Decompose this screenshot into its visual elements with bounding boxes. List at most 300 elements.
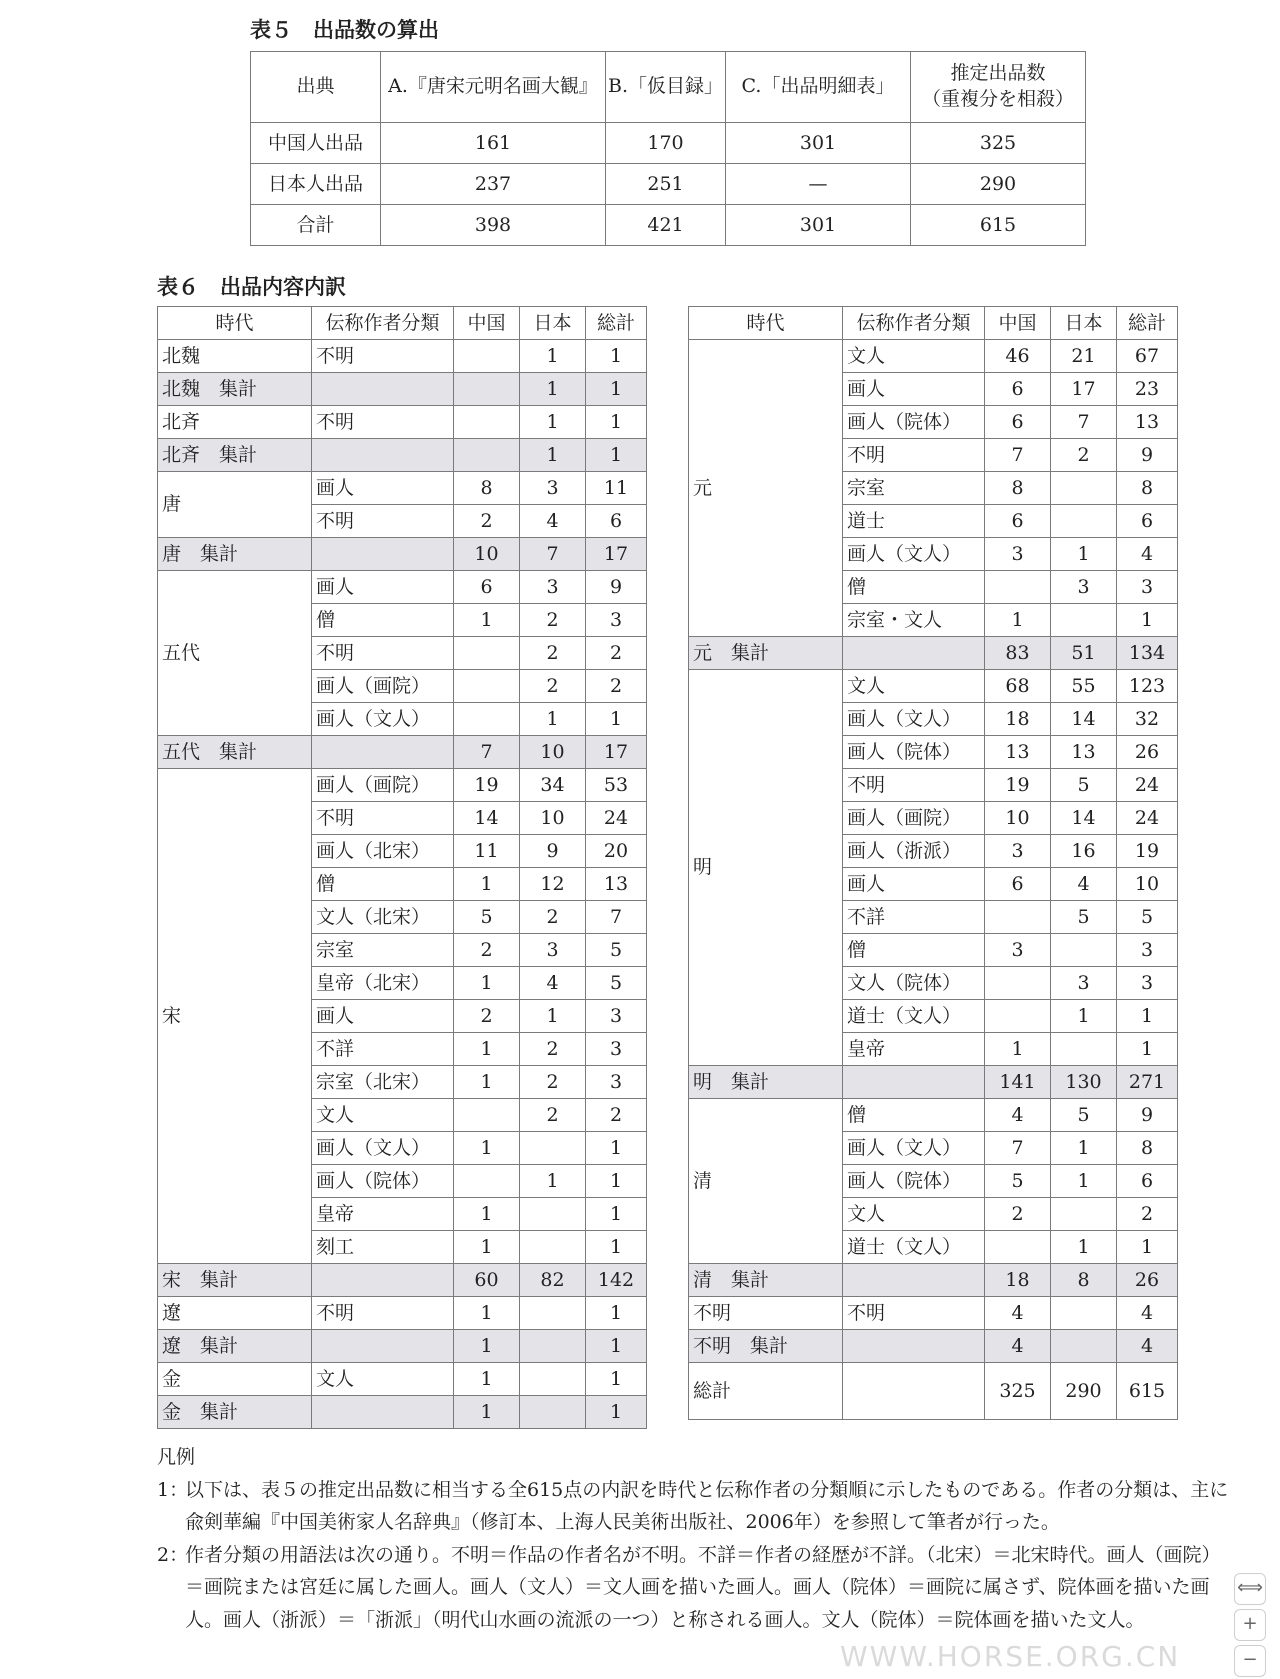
subtotal-label: 五代 集計 [158, 736, 312, 769]
subtotal-label: 不明 集計 [689, 1330, 843, 1363]
subtotal-cell: 10 [454, 538, 520, 571]
subtotal-cell: 60 [454, 1264, 520, 1297]
legend-heading: 凡例 [157, 1446, 196, 1468]
author-category-cell: 画人（文人） [843, 538, 985, 571]
count-cell [1051, 472, 1117, 505]
count-cell: 7 [985, 439, 1051, 472]
count-cell: 3 [985, 538, 1051, 571]
count-cell: 5 [586, 967, 647, 1000]
table6-header-cell: 中国 [454, 307, 520, 340]
author-category-cell: 不詳 [843, 901, 985, 934]
table6-subtotal-row [158, 1330, 647, 1363]
subtotal-blank [843, 637, 985, 670]
count-cell: 6 [586, 505, 647, 538]
table6-subtotal-row [158, 373, 647, 406]
subtotal-label: 唐 集計 [158, 538, 312, 571]
author-category-cell: 画人 [312, 1000, 454, 1033]
count-cell: 1 [586, 406, 647, 439]
author-category-cell: 不明 [843, 769, 985, 802]
table5-cell: 合計 [251, 205, 381, 246]
subtotal-label: 北魏 集計 [158, 373, 312, 406]
author-category-cell: 画人 [312, 472, 454, 505]
count-cell: 14 [454, 802, 520, 835]
count-cell: 18 [985, 703, 1051, 736]
count-cell: 1 [520, 1000, 586, 1033]
table6-header-cell: 日本 [520, 307, 586, 340]
table5-row [251, 205, 1086, 246]
count-cell: 3 [520, 934, 586, 967]
count-cell: 14 [1051, 802, 1117, 835]
subtotal-cell: 1 [520, 439, 586, 472]
count-cell [520, 1231, 586, 1264]
subtotal-cell: 1 [586, 439, 647, 472]
subtotal-cell: 142 [586, 1264, 647, 1297]
count-cell: 9 [1117, 439, 1178, 472]
count-cell: 1 [454, 1033, 520, 1066]
table5-header-cell: C.「出品明細表」 [726, 52, 911, 123]
count-cell: 26 [1117, 736, 1178, 769]
count-cell: 53 [586, 769, 647, 802]
table6-row [689, 340, 1178, 373]
count-cell: 19 [454, 769, 520, 802]
count-cell: 3 [1117, 934, 1178, 967]
count-cell: 5 [1051, 1099, 1117, 1132]
zoom-out-button[interactable]: − [1234, 1645, 1266, 1677]
author-category-cell: 道士 [843, 505, 985, 538]
count-cell: 4 [985, 1099, 1051, 1132]
era-cell: 五代 [158, 571, 312, 736]
count-cell [1051, 1297, 1117, 1330]
table6-subtotal-row [158, 538, 647, 571]
count-cell: 6 [454, 571, 520, 604]
subtotal-cell: 51 [1051, 637, 1117, 670]
era-cell: 北斉 [158, 406, 312, 439]
count-cell: 10 [520, 802, 586, 835]
count-cell [454, 1099, 520, 1132]
count-cell: 5 [1051, 769, 1117, 802]
count-cell [520, 1363, 586, 1396]
count-cell: 16 [1051, 835, 1117, 868]
table6-header-row [689, 307, 1178, 340]
count-cell: 8 [454, 472, 520, 505]
author-category-cell: 画人（院体） [843, 1165, 985, 1198]
count-cell: 20 [586, 835, 647, 868]
count-cell: 9 [520, 835, 586, 868]
table6-row [158, 769, 647, 802]
author-category-cell: 画人（院体） [843, 736, 985, 769]
count-cell: 6 [1117, 505, 1178, 538]
count-cell: 1 [454, 1198, 520, 1231]
count-cell: 10 [1117, 868, 1178, 901]
table6-header-cell: 時代 [689, 307, 843, 340]
count-cell: 24 [586, 802, 647, 835]
table5-header-row [251, 52, 1086, 123]
count-cell: 3 [985, 934, 1051, 967]
author-category-cell: 不明 [312, 637, 454, 670]
table6-right [688, 306, 1178, 1420]
era-cell: 明 [689, 670, 843, 1066]
subtotal-cell: 4 [1117, 1330, 1178, 1363]
count-cell: 24 [1117, 769, 1178, 802]
table6-subtotal-row [158, 1264, 647, 1297]
count-cell: 3 [985, 835, 1051, 868]
count-cell: 19 [985, 769, 1051, 802]
table5-cell: 170 [606, 123, 726, 164]
author-category-cell: 文人 [843, 340, 985, 373]
table5-cell: 日本人出品 [251, 164, 381, 205]
count-cell: 13 [586, 868, 647, 901]
count-cell [1051, 934, 1117, 967]
subtotal-cell: 1 [454, 1396, 520, 1429]
grand-total-cell: 325 [985, 1363, 1051, 1420]
count-cell: 1 [520, 703, 586, 736]
subtotal-cell: 4 [985, 1330, 1051, 1363]
count-cell: 10 [985, 802, 1051, 835]
count-cell [454, 1165, 520, 1198]
table6-row [689, 1099, 1178, 1132]
count-cell: 1 [1051, 1231, 1117, 1264]
table6-header-cell: 中国 [985, 307, 1051, 340]
count-cell: 6 [1117, 1165, 1178, 1198]
count-cell: 46 [985, 340, 1051, 373]
author-category-cell: 宗室・文人 [843, 604, 985, 637]
count-cell: 2 [520, 1066, 586, 1099]
count-cell: 3 [1051, 967, 1117, 1000]
count-cell: 1 [454, 1363, 520, 1396]
subtotal-blank [312, 1396, 454, 1429]
subtotal-cell: 17 [586, 538, 647, 571]
author-category-cell: 不明 [312, 406, 454, 439]
count-cell [454, 637, 520, 670]
count-cell: 5 [1117, 901, 1178, 934]
count-cell: 21 [1051, 340, 1117, 373]
count-cell: 5 [1051, 901, 1117, 934]
count-cell [454, 406, 520, 439]
subtotal-blank [312, 736, 454, 769]
count-cell: 2 [454, 505, 520, 538]
legend-notes [157, 1441, 1237, 1637]
count-cell [454, 670, 520, 703]
count-cell: 5 [586, 934, 647, 967]
count-cell [1051, 505, 1117, 538]
table6-header-cell: 伝称作者分類 [843, 307, 985, 340]
table5-header-cell: B.「仮目録」 [606, 52, 726, 123]
subtotal-cell: 1 [586, 1330, 647, 1363]
watermark: WWW.HORSE.ORG.CN [840, 1640, 1181, 1673]
table6-header-row [158, 307, 647, 340]
author-category-cell: 文人 [843, 1198, 985, 1231]
subtotal-cell: 82 [520, 1264, 586, 1297]
count-cell [985, 571, 1051, 604]
table5-title: 表５ 出品数の算出 [250, 18, 439, 42]
count-cell: 1 [1117, 1231, 1178, 1264]
era-cell: 元 [689, 340, 843, 637]
count-cell: 1 [520, 1165, 586, 1198]
author-category-cell: 画人 [843, 868, 985, 901]
table6-title: 表６ 出品内容内訳 [157, 275, 346, 299]
author-category-cell: 宗室 [843, 472, 985, 505]
count-cell: 1 [454, 868, 520, 901]
count-cell [985, 967, 1051, 1000]
fit-page-button[interactable]: ⟺ [1234, 1573, 1266, 1605]
subtotal-blank [843, 1066, 985, 1099]
count-cell: 32 [1117, 703, 1178, 736]
zoom-in-button[interactable]: + [1234, 1609, 1266, 1641]
count-cell: 1 [520, 340, 586, 373]
subtotal-blank [312, 1264, 454, 1297]
grand-total-cell: 615 [1117, 1363, 1178, 1420]
count-cell: 1 [1117, 604, 1178, 637]
table5-header-cell: 出典 [251, 52, 381, 123]
table5-header-cell: 推定出品数 （重複分を相殺） [911, 52, 1086, 123]
table6-row [689, 670, 1178, 703]
subtotal-label: 元 集計 [689, 637, 843, 670]
era-cell: 清 [689, 1099, 843, 1264]
count-cell: 2 [520, 670, 586, 703]
author-category-cell: 道士（文人） [843, 1231, 985, 1264]
author-category-cell: 画人（文人） [312, 703, 454, 736]
count-cell: 2 [1051, 439, 1117, 472]
subtotal-label: 明 集計 [689, 1066, 843, 1099]
count-cell: 1 [586, 1297, 647, 1330]
subtotal-blank [312, 1330, 454, 1363]
author-category-cell: 不詳 [312, 1033, 454, 1066]
subtotal-label: 北斉 集計 [158, 439, 312, 472]
count-cell: 2 [520, 901, 586, 934]
era-cell: 不明 [689, 1297, 843, 1330]
subtotal-blank [312, 373, 454, 406]
note-text: 以下は、表５の推定出品数に相当する全615点の内訳を時代と伝称作者の分類順に示したものである。作者の分類は、主に兪剣華編『中国美術家人名辞典』（修訂本、上海人民美術出版社、2006年）を参照して筆者が行った。 [185, 1478, 1229, 1534]
count-cell: 6 [985, 373, 1051, 406]
author-category-cell: 画人（画院） [312, 769, 454, 802]
table6-subtotal-row [689, 1066, 1178, 1099]
count-cell: 3 [586, 1000, 647, 1033]
subtotal-cell: 141 [985, 1066, 1051, 1099]
table5-cell: 615 [911, 205, 1086, 246]
table5-cell: 398 [381, 205, 606, 246]
count-cell: 9 [1117, 1099, 1178, 1132]
author-category-cell: 不明 [312, 505, 454, 538]
subtotal-cell: 8 [1051, 1264, 1117, 1297]
subtotal-label: 宋 集計 [158, 1264, 312, 1297]
table6-left [157, 306, 647, 1429]
author-category-cell: 不明 [312, 340, 454, 373]
table5-cell: 237 [381, 164, 606, 205]
era-cell: 金 [158, 1363, 312, 1396]
count-cell: 23 [1117, 373, 1178, 406]
subtotal-cell: 7 [520, 538, 586, 571]
table5-row [251, 123, 1086, 164]
count-cell: 14 [1051, 703, 1117, 736]
count-cell: 7 [985, 1132, 1051, 1165]
count-cell: 3 [1117, 571, 1178, 604]
author-category-cell: 文人 [312, 1363, 454, 1396]
note-1 [157, 1474, 1237, 1539]
subtotal-cell: 1 [586, 373, 647, 406]
grand-total-label: 総計 [689, 1363, 843, 1420]
count-cell [985, 901, 1051, 934]
count-cell: 1 [586, 703, 647, 736]
subtotal-label: 清 集計 [689, 1264, 843, 1297]
table5-cell: — [726, 164, 911, 205]
author-category-cell: 不明 [312, 1297, 454, 1330]
author-category-cell: 道士（文人） [843, 1000, 985, 1033]
count-cell: 55 [1051, 670, 1117, 703]
count-cell: 3 [520, 472, 586, 505]
table6-header-cell: 総計 [586, 307, 647, 340]
table6-row [158, 571, 647, 604]
table6-row [158, 472, 647, 505]
count-cell: 2 [454, 1000, 520, 1033]
table5-cell: 290 [911, 164, 1086, 205]
subtotal-cell: 17 [586, 736, 647, 769]
table6-subtotal-row [689, 1330, 1178, 1363]
table6-row [158, 1297, 647, 1330]
table5-cell: 161 [381, 123, 606, 164]
count-cell: 1 [1051, 1000, 1117, 1033]
subtotal-blank [312, 538, 454, 571]
count-cell: 1 [454, 1231, 520, 1264]
count-cell: 2 [586, 670, 647, 703]
count-cell: 1 [1051, 1165, 1117, 1198]
subtotal-blank [312, 439, 454, 472]
table6-row [689, 1297, 1178, 1330]
table5-cell: 421 [606, 205, 726, 246]
table5-cell: 301 [726, 123, 911, 164]
author-category-cell: 画人（画院） [843, 802, 985, 835]
count-cell [1051, 1198, 1117, 1231]
author-category-cell: 宗室 [312, 934, 454, 967]
note-number: 2： [157, 1543, 189, 1566]
count-cell: 1 [1117, 1000, 1178, 1033]
count-cell: 1 [586, 1231, 647, 1264]
count-cell: 2 [1117, 1198, 1178, 1231]
count-cell [520, 1132, 586, 1165]
count-cell: 4 [985, 1297, 1051, 1330]
author-category-cell: 画人（文人） [843, 703, 985, 736]
subtotal-blank [843, 1264, 985, 1297]
subtotal-label: 金 集計 [158, 1396, 312, 1429]
subtotal-cell: 1 [586, 1396, 647, 1429]
count-cell: 2 [586, 637, 647, 670]
count-cell: 68 [985, 670, 1051, 703]
era-cell: 遼 [158, 1297, 312, 1330]
table6-header-cell: 総計 [1117, 307, 1178, 340]
count-cell: 8 [985, 472, 1051, 505]
count-cell: 2 [520, 637, 586, 670]
count-cell: 123 [1117, 670, 1178, 703]
count-cell: 34 [520, 769, 586, 802]
count-cell: 1 [454, 1297, 520, 1330]
count-cell: 2 [454, 934, 520, 967]
count-cell [454, 703, 520, 736]
count-cell: 11 [454, 835, 520, 868]
table6-subtotal-row [689, 637, 1178, 670]
table5-cell: 251 [606, 164, 726, 205]
author-category-cell: 不明 [843, 439, 985, 472]
author-category-cell: 僧 [843, 934, 985, 967]
author-category-cell: 皇帝（北宋） [312, 967, 454, 1000]
count-cell: 6 [985, 505, 1051, 538]
count-cell: 6 [985, 406, 1051, 439]
count-cell: 2 [520, 1033, 586, 1066]
author-category-cell: 画人 [312, 571, 454, 604]
count-cell: 19 [1117, 835, 1178, 868]
count-cell [520, 1297, 586, 1330]
author-category-cell: 僧 [312, 868, 454, 901]
count-cell: 7 [1051, 406, 1117, 439]
count-cell: 2 [520, 1099, 586, 1132]
table5-cell: 301 [726, 205, 911, 246]
count-cell: 13 [985, 736, 1051, 769]
count-cell [1051, 1033, 1117, 1066]
count-cell: 7 [586, 901, 647, 934]
subtotal-cell: 1 [520, 373, 586, 406]
era-cell: 北魏 [158, 340, 312, 373]
author-category-cell: 画人 [843, 373, 985, 406]
count-cell [985, 1231, 1051, 1264]
count-cell: 4 [1117, 1297, 1178, 1330]
count-cell: 2 [586, 1099, 647, 1132]
count-cell: 1 [520, 406, 586, 439]
count-cell: 5 [454, 901, 520, 934]
table6-subtotal-row [158, 1396, 647, 1429]
table6-header-cell: 日本 [1051, 307, 1117, 340]
count-cell [454, 340, 520, 373]
count-cell: 1 [1051, 538, 1117, 571]
count-cell: 3 [586, 1033, 647, 1066]
author-category-cell: 文人（院体） [843, 967, 985, 1000]
author-category-cell: 僧 [312, 604, 454, 637]
table5-cell: 中国人出品 [251, 123, 381, 164]
subtotal-cell: 7 [454, 736, 520, 769]
subtotal-blank [843, 1330, 985, 1363]
subtotal-cell [1051, 1330, 1117, 1363]
table6-row [158, 406, 647, 439]
table6-subtotal-row [689, 1264, 1178, 1297]
subtotal-cell: 130 [1051, 1066, 1117, 1099]
count-cell: 11 [586, 472, 647, 505]
note-2 [157, 1539, 1237, 1637]
count-cell: 2 [520, 604, 586, 637]
era-cell: 唐 [158, 472, 312, 538]
author-category-cell: 僧 [843, 1099, 985, 1132]
count-cell: 1 [586, 340, 647, 373]
subtotal-cell [454, 439, 520, 472]
count-cell: 8 [1117, 472, 1178, 505]
subtotal-label: 遼 集計 [158, 1330, 312, 1363]
count-cell: 3 [1117, 967, 1178, 1000]
count-cell: 1 [586, 1198, 647, 1231]
count-cell: 2 [985, 1198, 1051, 1231]
count-cell [985, 1000, 1051, 1033]
subtotal-cell: 271 [1117, 1066, 1178, 1099]
count-cell [1051, 604, 1117, 637]
count-cell: 1 [985, 604, 1051, 637]
subtotal-cell [454, 373, 520, 406]
note-number: 1： [157, 1478, 189, 1501]
table6-row [158, 1363, 647, 1396]
table6-subtotal-row [158, 736, 647, 769]
subtotal-cell: 26 [1117, 1264, 1178, 1297]
table6-grand-total-row [689, 1363, 1178, 1420]
count-cell: 3 [586, 604, 647, 637]
subtotal-cell [520, 1396, 586, 1429]
author-category-cell: 不明 [843, 1297, 985, 1330]
count-cell: 3 [1051, 571, 1117, 604]
author-category-cell: 画人（画院） [312, 670, 454, 703]
count-cell: 1 [454, 604, 520, 637]
